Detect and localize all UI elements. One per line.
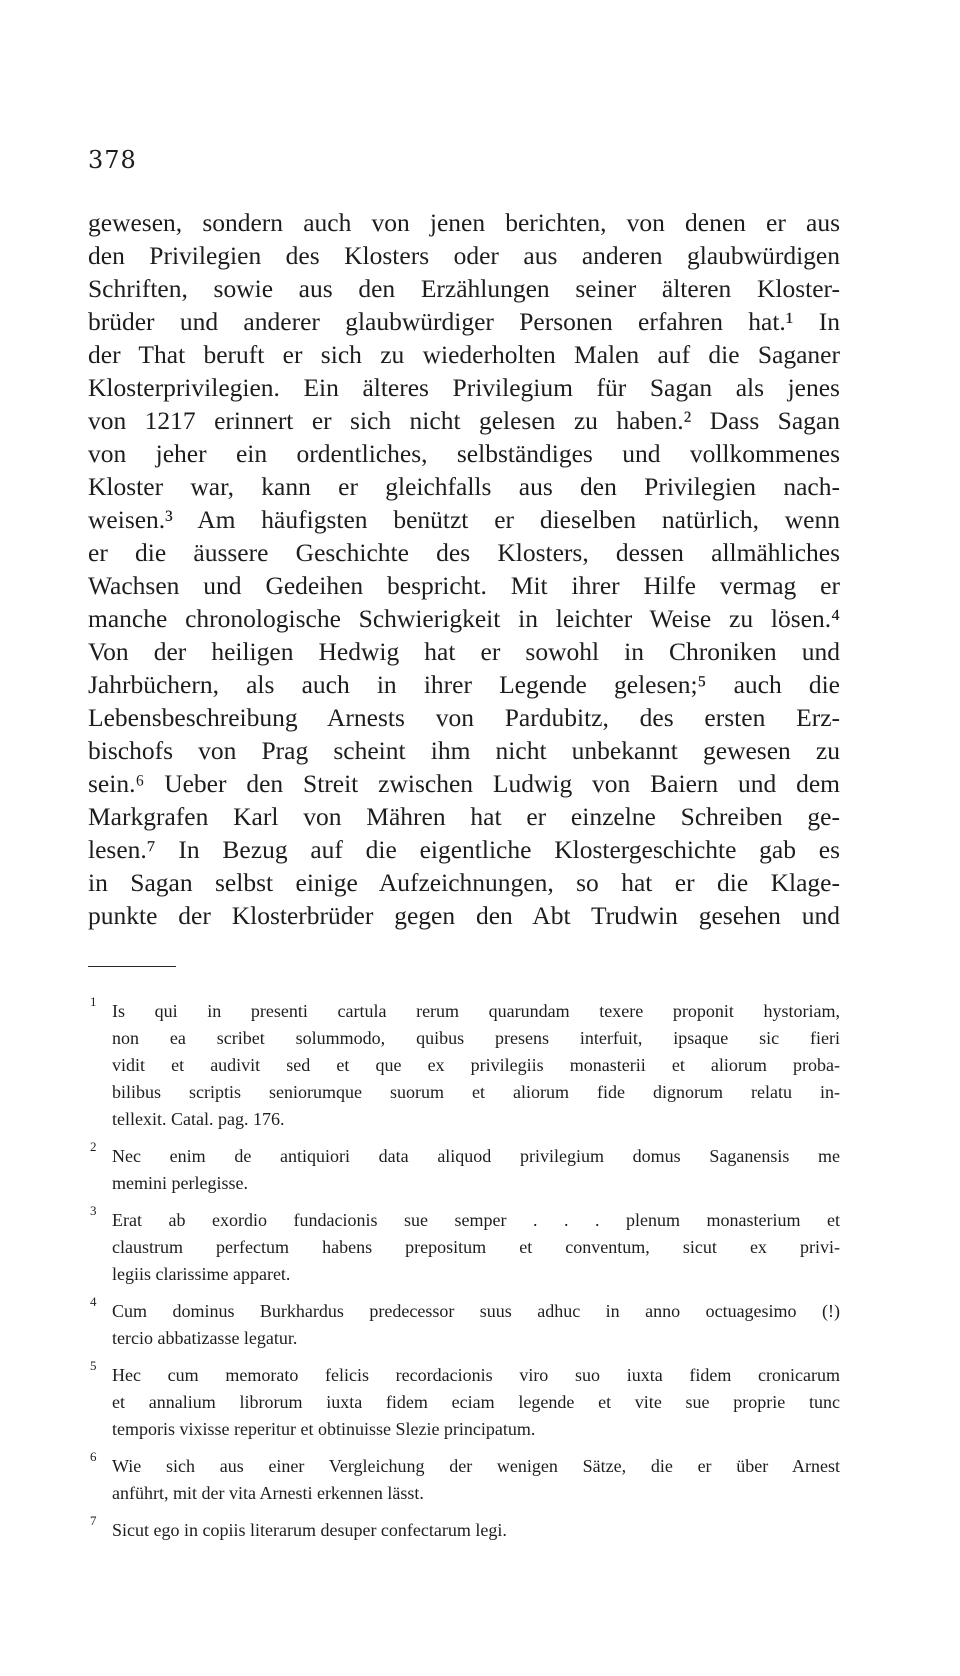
footnote-3 <box>90 1203 840 1288</box>
footnote-7 <box>90 1513 840 1544</box>
body-line: von jeher ein ordentliches, selbständiges und vollkommenes <box>88 439 840 468</box>
footnote-line: Nec enim de antiquiori data aliquod privilegium domus Saganensis me <box>112 1146 840 1166</box>
footnote-6 <box>90 1449 840 1507</box>
footnote-line: non ea scribet solummodo, quibus presens interfuit, ipsaque sic fieri <box>112 1028 840 1048</box>
footnote-line: tercio abbatizasse legatur. <box>112 1328 298 1348</box>
footnote-4 <box>90 1294 840 1352</box>
footnote-number: 3 <box>90 1203 97 1218</box>
footnote-1 <box>90 994 840 1133</box>
body-text <box>88 206 840 932</box>
body-line: brüder und anderer glaubwürdiger Personen erfahren hat.¹ In <box>88 307 840 336</box>
footnote-number: 1 <box>90 994 97 1009</box>
body-line: gewesen, sondern auch von jenen berichten, von denen er aus <box>88 208 840 237</box>
footnote-line: tellexit. Catal. pag. 176. <box>112 1109 285 1129</box>
body-line: punkte der Klosterbrüder gegen den Abt Trudwin gesehen und <box>88 901 840 930</box>
body-line: in Sagan selbst einige Aufzeichnungen, so hat er die Klage- <box>88 868 840 897</box>
footnote-number: 6 <box>90 1449 97 1464</box>
body-line: bischofs von Prag scheint ihm nicht unbekannt gewesen zu <box>88 736 840 765</box>
footnote-5 <box>90 1358 840 1443</box>
body-line: den Privilegien des Klosters oder aus anderen glaubwürdigen <box>88 241 840 270</box>
footnote-number: 4 <box>90 1294 97 1309</box>
body-line: Lebensbeschreibung Arnests von Pardubitz, des ersten Erz- <box>88 703 840 732</box>
footnotes <box>90 994 840 1554</box>
body-line: Jahrbüchern, als auch in ihrer Legende gelesen;⁵ auch die <box>88 670 840 699</box>
body-line: Schriften, sowie aus den Erzählungen seiner älteren Kloster- <box>88 274 840 303</box>
body-line: Markgrafen Karl von Mähren hat er einzelne Schreiben ge- <box>88 802 840 831</box>
footnote-number: 2 <box>90 1139 97 1154</box>
footnote-number: 5 <box>90 1358 97 1373</box>
footnote-divider <box>88 966 176 967</box>
footnote-line: temporis vixisse reperitur et obtinuisse Slezie principatum. <box>112 1419 536 1439</box>
body-line: von 1217 erinnert er sich nicht gelesen zu haben.² Dass Sagan <box>88 406 840 435</box>
footnote-line: claustrum perfectum habens prepositum et conventum, sicut ex privi- <box>112 1237 840 1257</box>
footnote-line: Wie sich aus einer Vergleichung der wenigen Sätze, die er über Arnest <box>112 1456 840 1476</box>
body-line: manche chronologische Schwierigkeit in leichter Weise zu lösen.⁴ <box>88 604 840 633</box>
body-line: Von der heiligen Hedwig hat er sowohl in Chroniken und <box>88 637 840 666</box>
body-line: Klosterprivilegien. Ein älteres Privilegium für Sagan als jenes <box>88 373 840 402</box>
body-line: Kloster war, kann er gleichfalls aus den Privilegien nach- <box>88 472 840 501</box>
footnote-number: 7 <box>90 1513 97 1528</box>
body-line: der That beruft er sich zu wiederholten Malen auf die Saganer <box>88 340 840 369</box>
footnote-line: legiis clarissime apparet. <box>112 1264 291 1284</box>
body-line: lesen.⁷ In Bezug auf die eigentliche Klostergeschichte gab es <box>88 835 840 864</box>
footnote-2 <box>90 1139 840 1197</box>
footnote-line: et annalium librorum iuxta fidem eciam legende et vite sue proprie tunc <box>112 1392 840 1412</box>
body-line: weisen.³ Am häufigsten benützt er dieselben natürlich, wenn <box>88 505 840 534</box>
body-line: er die äussere Geschichte des Klosters, dessen allmähliches <box>88 538 840 567</box>
footnote-line: Is qui in presenti cartula rerum quarundam texere proponit hystoriam, <box>112 1001 840 1021</box>
footnote-line: bilibus scriptis seniorumque suorum et aliorum fide dignorum relatu in- <box>112 1082 840 1102</box>
footnote-line: Erat ab exordio fundacionis sue semper . . . plenum monasterium et <box>112 1210 840 1230</box>
footnote-line: vidit et audivit sed et que ex privilegiis monasterii et aliorum proba- <box>112 1055 840 1075</box>
body-line: sein.⁶ Ueber den Streit zwischen Ludwig von Baiern und dem <box>88 769 840 798</box>
footnote-line: Hec cum memorato felicis recordacionis viro suo iuxta fidem cronicarum <box>112 1365 840 1385</box>
footnote-line: memini perlegisse. <box>112 1173 248 1193</box>
footnote-line: anführt, mit der vita Arnesti erkennen lässt. <box>112 1483 424 1503</box>
footnote-line: Cum dominus Burkhardus predecessor suus adhuc in anno octuagesimo (!) <box>112 1301 840 1321</box>
footnote-line: Sicut ego in copiis literarum desuper confectarum legi. <box>112 1520 507 1540</box>
page-number: 378 <box>88 146 137 174</box>
body-line: Wachsen und Gedeihen bespricht. Mit ihrer Hilfe vermag er <box>88 571 840 600</box>
